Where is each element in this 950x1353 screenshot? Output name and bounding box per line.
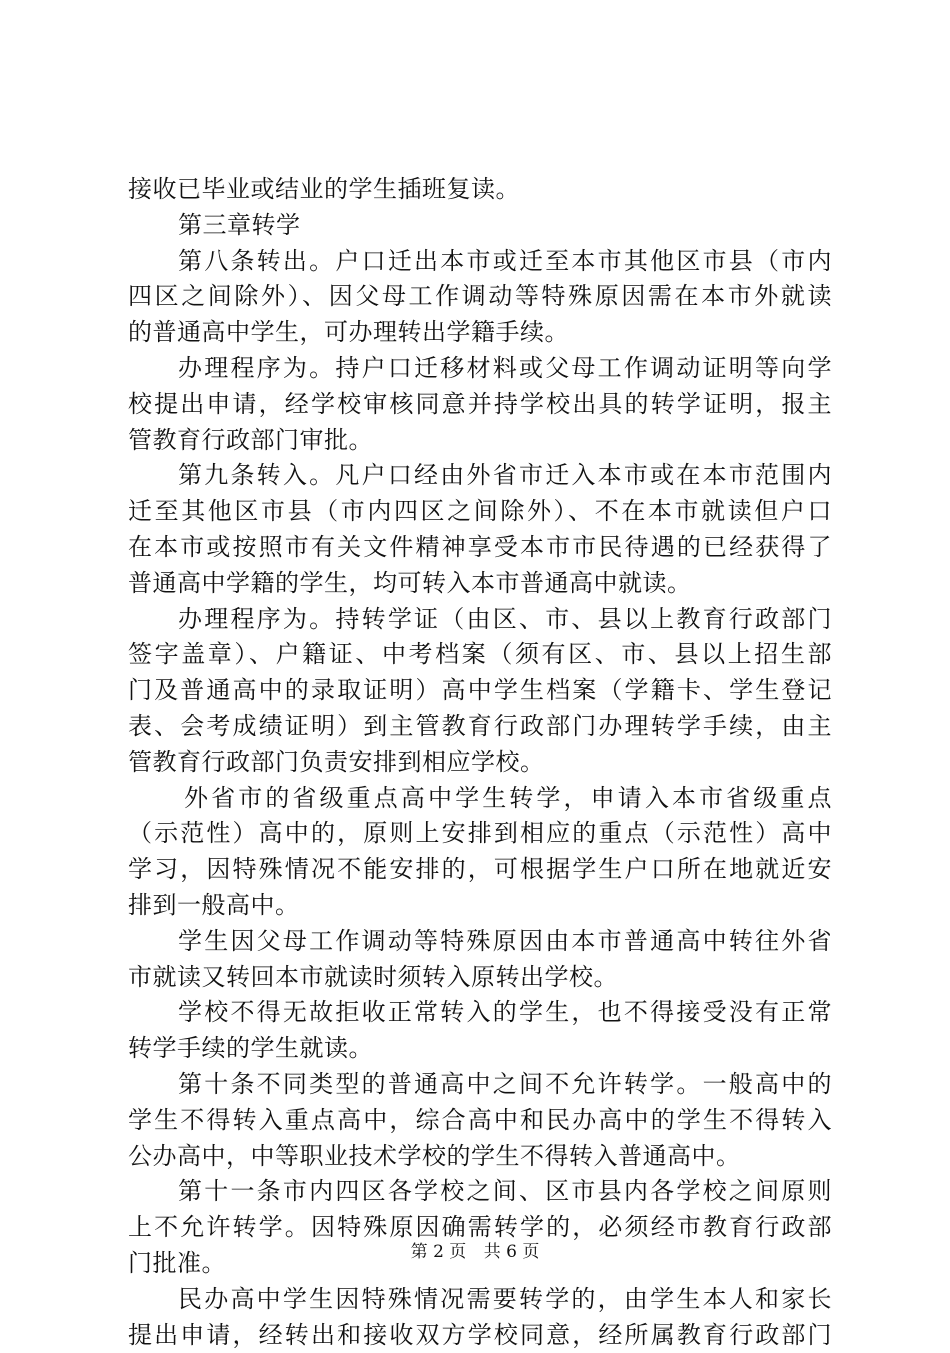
text-line: 第九条转入。凡户口经由外省市迁入本市或在本市范围内 [128,458,832,494]
text-line: 民办高中学生因特殊情况需要转学的，由学生本人和家长 [128,1282,832,1318]
text-line: 管教育行政部门负责安排到相应学校。 [128,745,832,781]
text-line: 上不允许转学。因特殊原因确需转学的，必须经市教育行政部 [128,1210,832,1246]
text-line: 表、会考成绩证明）到主管教育行政部门办理转学手续，由主 [128,709,832,745]
page-total: 共 6 页 [484,1242,540,1262]
text-line: 办理程序为。持户口迁移材料或父母工作调动证明等向学 [128,351,832,387]
text-line: 市就读又转回本市就读时须转入原转出学校。 [128,960,832,996]
text-line: （示范性）高中的，原则上安排到相应的重点（示范性）高中 [128,816,832,852]
text-line: 学校不得无故拒收正常转入的学生，也不得接受没有正常 [128,995,832,1031]
page-number: 第 2 页 [411,1242,467,1262]
text-line: 第八条转出。户口迁出本市或迁至本市其他区市县（市内 [128,244,832,280]
text-line: 接收已毕业或结业的学生插班复读。 [128,172,832,208]
page-footer [0,1240,950,1264]
text-line: 签字盖章）、户籍证、中考档案（须有区、市、县以上招生部 [128,637,832,673]
text-line: 办理程序为。持转学证（由区、市、县以上教育行政部门 [128,602,832,638]
text-line: 学生因父母工作调动等特殊原因由本市普通高中转往外省 [128,924,832,960]
text-line: 第三章转学 [128,208,832,244]
text-line: 第十一条市内四区各学校之间、区市县内各学校之间原则 [128,1174,832,1210]
text-line: 管教育行政部门审批。 [128,423,832,459]
text-line: 学习，因特殊情况不能安排的，可根据学生户口所在地就近安 [128,852,832,888]
text-line: 公办高中，中等职业技术学校的学生不得转入普通高中。 [128,1139,832,1175]
text-line: 门批准。 [128,1246,832,1282]
text-line: 学生不得转入重点高中，综合高中和民办高中的学生不得转入 [128,1103,832,1139]
text-line: 门及普通高中的录取证明）高中学生档案（学籍卡、学生登记 [128,673,832,709]
text-line: 四区之间除外）、因父母工作调动等特殊原因需在本市外就读 [128,279,832,315]
text-line: 普通高中学籍的学生，均可转入本市普通高中就读。 [128,566,832,602]
text-line: 排到一般高中。 [128,888,832,924]
text-line: 第十条不同类型的普通高中之间不允许转学。一般高中的 [128,1067,832,1103]
text-line: 外省市的省级重点高中学生转学，申请入本市省级重点 [128,781,832,817]
document-body [128,172,832,1353]
text-line: 在本市或按照市有关文件精神享受本市市民待遇的已经获得了 [128,530,832,566]
text-line: 提出申请，经转出和接收双方学校同意，经所属教育行政部门 [128,1318,832,1353]
text-line: 的普通高中学生，可办理转出学籍手续。 [128,315,832,351]
text-line: 校提出申请，经学校审核同意并持学校出具的转学证明，报主 [128,387,832,423]
text-line: 转学手续的学生就读。 [128,1031,832,1067]
text-line: 迁至其他区市县（市内四区之间除外）、不在本市就读但户口 [128,494,832,530]
